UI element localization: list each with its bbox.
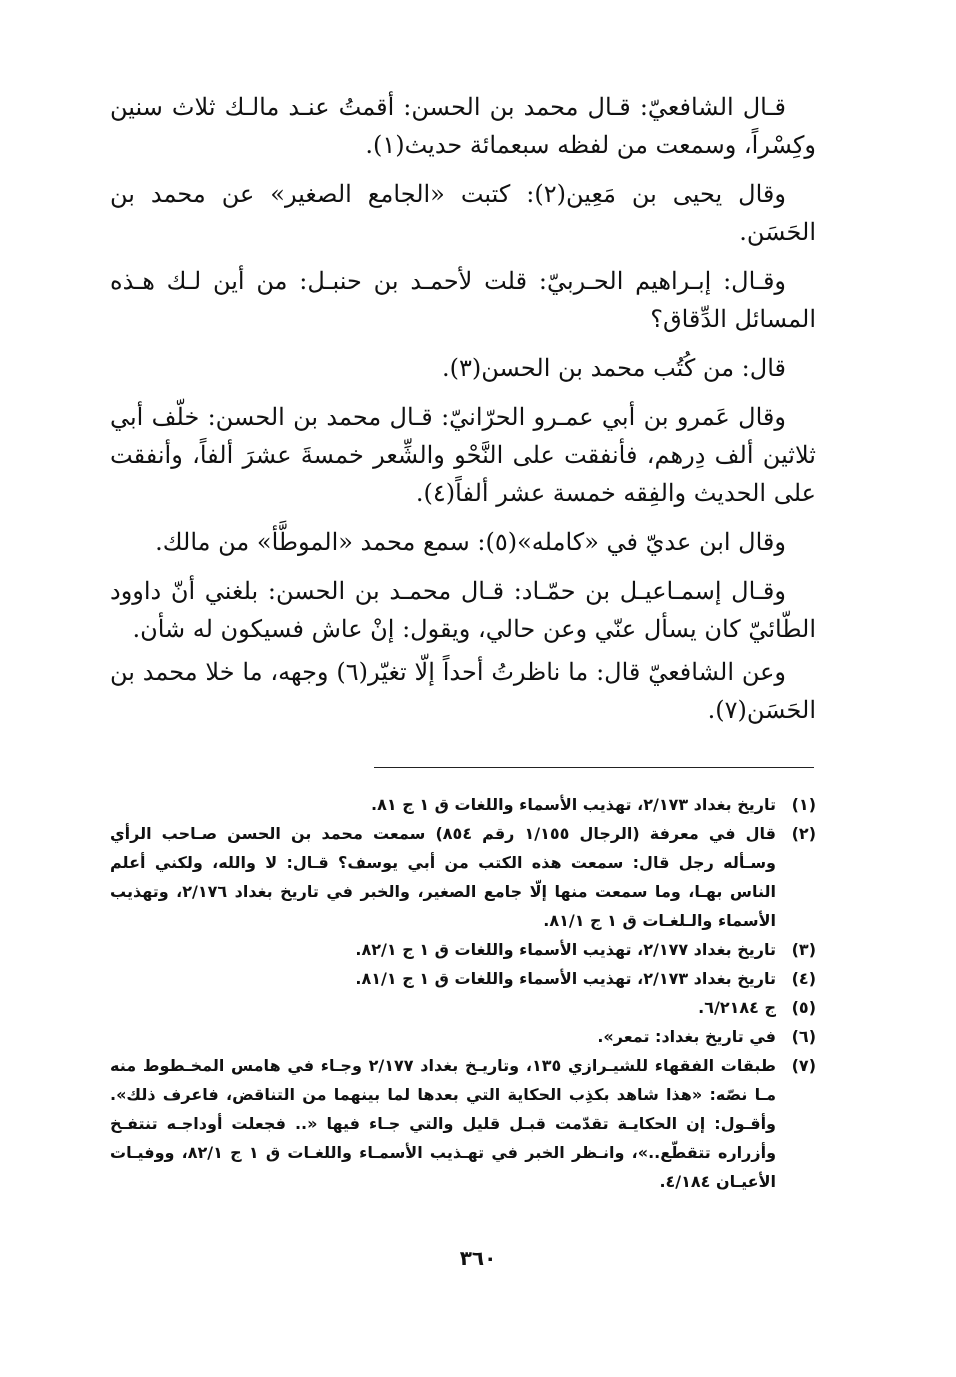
footnote-7 (110, 1051, 816, 1196)
book-page (110, 88, 816, 740)
paragraph-8: وعن الشافعيّ قال: ما ناظرتُ أحداً إلّا تغيّر(٦) وجهه، ما خلا محمد بن الحَسَن(٧). (110, 658, 816, 724)
footnote-text: قال في معرفة (الرجال ١/١٥٥ رقم ٨٥٤) سمعت محمد بن الحسن صـاحب الرأي وسـأله رجل قال: سمعت هذه الكتب من أبي يوسف؟ قـال: لا والله، ولكني أعلم الناس بهـا، وما سمعت منها إلّا جامع الصغير، والخبر في تاريخ بغداد ٢/١٧٦، وتهذيب الأسماء والـلغـات ق ١ ج ٨١/١. (110, 824, 777, 930)
paragraph-5: وقال عَمرو بن أبي عمـرو الحرّانيّ: قـال محمد بن الحسن: خلّف أبي ثلاثين ألف دِرهم، فأنفقت على النَّحْو والشِّعر خمسةَ عشرَ ألفاً، وأنفقت على الحديث والفِقه خمسة عشر ألفاً(٤). (110, 403, 816, 507)
paragraph-2: وقال يحيى بن مَعِين(٢): كتبت «الجامع الصغير» عن محمد بن الحَسَن. (110, 180, 816, 246)
footnote-number: (٢) (791, 824, 816, 843)
footnote-text: تاريخ بغداد ٢/١٧٧، تهذيب الأسماء واللغات ق ١ ج ٨٢/١. (355, 940, 776, 959)
footnote-number: (٦) (791, 1027, 816, 1046)
main-text (110, 88, 816, 729)
footnote-4 (110, 964, 816, 993)
footnote-3 (110, 935, 816, 964)
footnote-text: طبقات الفقهاء للشيـرازي ١٣٥، وتاريـخ بغداد ٢/١٧٧ وجـاء في هامس المخـطوط منه مـا نصّه: «هذا شاهد بكذِب الحكاية التي بعدها لما بينهما من التناقض، فاعرف ذلك». وأقـول: إن الحكايـة تقدّمت قبـل قليل والتي جـاء فيها «.. فجعلت أوداجـه تنتفـخ وأزراره تتقطّع..»، وانـظر الخبر في تهـذيب الأسمـاء واللغـات ق ١ ج ٨٢/١، ووفيـات الأعيـان ٤/١٨٤. (110, 1056, 777, 1191)
footnote-number: (٣) (791, 940, 816, 959)
paragraph-4: قال: من كُتُب محمد بن الحسن(٣). (442, 354, 786, 382)
footnote-6 (110, 1022, 816, 1051)
footnote-number: (١) (791, 795, 816, 814)
footnote-text: تاريخ بغداد ٢/١٧٣، تهذيب الأسماء واللغات ق ١ ج ٨١. (371, 795, 776, 814)
footnote-number: (٧) (791, 1056, 816, 1075)
footnote-number: (٤) (791, 969, 816, 988)
footnote-text: ج ٦/٢١٨٤. (698, 998, 776, 1017)
footnote-number: (٥) (791, 998, 816, 1017)
footnote-text: تاريخ بغداد ٢/١٧٣، تهذيب الأسماء واللغات ق ١ ج ٨١/١. (355, 969, 776, 988)
footnote-1 (110, 790, 816, 819)
paragraph-1: قـال الشافعيّ: قـال محمد بن الحسن: أقمتُ عنـد مالـك ثلاث سنين وكِسْراً، وسمعت من لفظه سبعمائة حديث(١). (110, 93, 816, 159)
footnote-2 (110, 819, 816, 935)
footnote-text: في تاريخ بغداد: تمعر». (597, 1027, 776, 1046)
footnotes (110, 790, 816, 1196)
paragraph-3: وقـال: إبـراهيم الحـربيّ: قلت لأحمـد بن حنبـل: من أين لـك هـذه المسائل الدِّقاق؟ (110, 267, 816, 333)
paragraph-7: وقـال إسمـاعيـل بن حمّـاد: قـال محمـد بن الحسن: بلغني أنّ داوود الطّائيّ كان يسأل عنّي وعن حالي، ويقول: إنْ عاش فسيكون له شأن. (110, 577, 816, 643)
footnote-5 (110, 993, 816, 1022)
footnote-divider (374, 767, 814, 768)
page-number: ٣٦٠ (459, 1246, 497, 1270)
paragraph-6: وقال ابن عديّ في «كامله»(٥): سمع محمد «الموطَّأ» من مالك. (155, 528, 786, 556)
